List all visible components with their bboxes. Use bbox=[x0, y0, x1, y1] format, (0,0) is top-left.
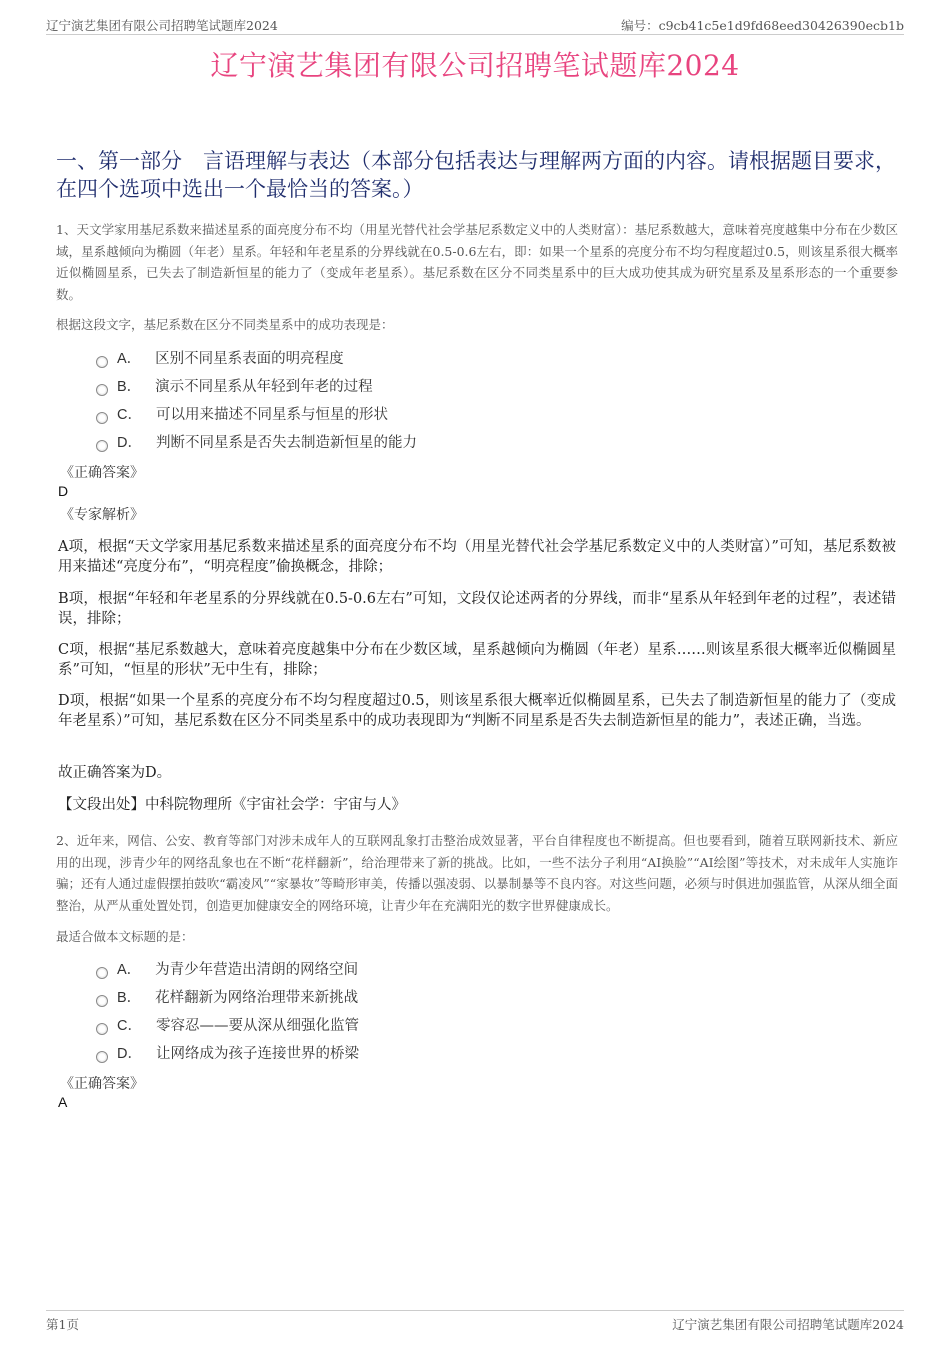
analysis-a: A项，根据“天文学家用基尼系数来描述星系的面亮度分布不均（用星光替代社会学基尼系数定义中的人类财富）”可知，基尼系数被用来描述“亮度分布”，“明亮程度”偷换概念，排除； bbox=[58, 539, 896, 575]
option-letter: B． bbox=[117, 990, 142, 1006]
question-2-options bbox=[96, 956, 359, 1068]
page-header bbox=[46, 14, 904, 35]
option-text: 让网络成为孩子连接世界的桥梁 bbox=[155, 1046, 359, 1062]
option-text: 为青少年营造出清朗的网络空间 bbox=[155, 962, 359, 978]
option-a[interactable] bbox=[96, 345, 417, 373]
radio-icon[interactable] bbox=[96, 412, 108, 424]
analysis-source: 【文段出处】中科院物理所《宇宙社会学：宇宙与人》 bbox=[58, 797, 406, 813]
option-c[interactable] bbox=[96, 1012, 359, 1040]
option-d[interactable] bbox=[96, 429, 417, 457]
answer-value: D bbox=[58, 483, 69, 499]
analysis-b: B项，根据“年轻和年老星系的分界线就在0.5-0.6左右”可知，文段仅论述两者的分界线，而非“星系从年轻到年老的过程”，表述错误，排除； bbox=[58, 591, 896, 627]
option-b[interactable] bbox=[96, 984, 359, 1012]
analysis-label: 《专家解析》 bbox=[60, 507, 144, 523]
question-1-text: 1、天文学家用基尼系数来描述星系的面亮度分布不均（用星光替代社会学基尼系数定义中的人类财富）：基尼系数越大，意味着亮度越集中分布在少数区域，星系越倾向为椭圆（年老）星系。年轻和年老星系的分界线就在0.5-0.6左右，即：如果一个星系的亮度分布不均匀程度超过0.5，则该星系很大概率近似椭圆星系，已失去了制造新恒星的能力了（变成年老星系）。基尼系数在区分不同类星系中的巨大成功使其成为研究星系及星系形态的一个重要参数。 bbox=[56, 222, 898, 302]
analysis-d: D项，根据“如果一个星系的亮度分布不均匀程度超过0.5，则该星系很大概率近似椭圆星系，已失去了制造新恒星的能力了（变成年老星系）”可知，基尼系数在区分不同类星系中的成功表现即为“判断不同星系是否失去制造新恒星的能力”，表述正确，当选。 bbox=[58, 693, 896, 729]
radio-icon[interactable] bbox=[96, 440, 108, 452]
footer-doc-title: 辽宁演艺集团有限公司招聘笔试题库2024 bbox=[672, 1317, 904, 1332]
radio-icon[interactable] bbox=[96, 967, 108, 979]
option-text: 区别不同星系表面的明亮程度 bbox=[155, 351, 344, 367]
option-text: 可以用来描述不同星系与恒星的形状 bbox=[155, 407, 388, 423]
answer-label: 《正确答案》 bbox=[60, 1076, 144, 1092]
option-text: 零容忍——要从深从细强化监管 bbox=[155, 1018, 359, 1034]
question-1-options bbox=[96, 345, 417, 457]
option-d[interactable] bbox=[96, 1040, 359, 1068]
option-letter: C． bbox=[117, 407, 142, 423]
radio-icon[interactable] bbox=[96, 1051, 108, 1063]
option-letter: D． bbox=[117, 435, 142, 451]
answer-label: 《正确答案》 bbox=[60, 465, 144, 481]
option-letter: A． bbox=[117, 962, 142, 978]
option-letter: B． bbox=[117, 379, 142, 395]
option-a[interactable] bbox=[96, 956, 359, 984]
option-text: 花样翻新为网络治理带来新挑战 bbox=[155, 990, 359, 1006]
header-doc-title: 辽宁演艺集团有限公司招聘笔试题库2024 bbox=[46, 18, 278, 33]
page-number: 第1页 bbox=[46, 1317, 79, 1332]
option-letter: D． bbox=[117, 1046, 142, 1062]
analysis-conclusion: 故正确答案为D。 bbox=[58, 765, 172, 781]
header-doc-id: 编号：c9cb41c5e1d9fd68eed30426390ecb1b bbox=[621, 18, 904, 33]
page-footer bbox=[46, 1310, 904, 1335]
page-title: 辽宁演艺集团有限公司招聘笔试题库2024 bbox=[210, 49, 740, 82]
question-1-stem: 根据这段文字，基尼系数在区分不同类星系中的成功表现是： bbox=[56, 317, 394, 332]
radio-icon[interactable] bbox=[96, 995, 108, 1007]
option-letter: C． bbox=[117, 1018, 142, 1034]
option-text: 判断不同星系是否失去制造新恒星的能力 bbox=[155, 435, 417, 451]
answer-value: A bbox=[58, 1094, 68, 1110]
question-2-stem: 最适合做本文标题的是： bbox=[56, 929, 194, 944]
question-2-text: 2、近年来，网信、公安、教育等部门对涉未成年人的互联网乱象打击整治成效显著，平台自律程度也不断提高。但也要看到，随着互联网新技术、新应用的出现，涉青少年的网络乱象也在不断“花样翻新”，给治理带来了新的挑战。比如，一些不法分子利用“AI换脸”“AI绘图”等技术，对未成年人实施诈骗；还有人通过虚假摆拍鼓吹“霸凌风”“家暴妆”等畸形审美，传播以强凌弱、以暴制暴等不良内容。对这些问题，必须与时俱进加强监管，从深从细全面整治，从严从重处置处罚，创造更加健康安全的网络环境，让青少年在充满阳光的数字世界健康成长。 bbox=[56, 833, 898, 913]
section-heading: 一、第一部分 言语理解与表达（本部分包括表达与理解两方面的内容。请根据题目要求，在四个选项中选出一个最恰当的答案。） bbox=[56, 149, 896, 201]
option-text: 演示不同星系从年轻到年老的过程 bbox=[155, 379, 373, 395]
radio-icon[interactable] bbox=[96, 356, 108, 368]
option-c[interactable] bbox=[96, 401, 417, 429]
radio-icon[interactable] bbox=[96, 1023, 108, 1035]
analysis-c: C项，根据“基尼系数越大，意味着亮度越集中分布在少数区域，星系越倾向为椭圆（年老）星系……则该星系很大概率近似椭圆星系”可知，“恒星的形状”无中生有，排除； bbox=[58, 642, 896, 678]
radio-icon[interactable] bbox=[96, 384, 108, 396]
option-b[interactable] bbox=[96, 373, 417, 401]
option-letter: A． bbox=[117, 351, 142, 367]
